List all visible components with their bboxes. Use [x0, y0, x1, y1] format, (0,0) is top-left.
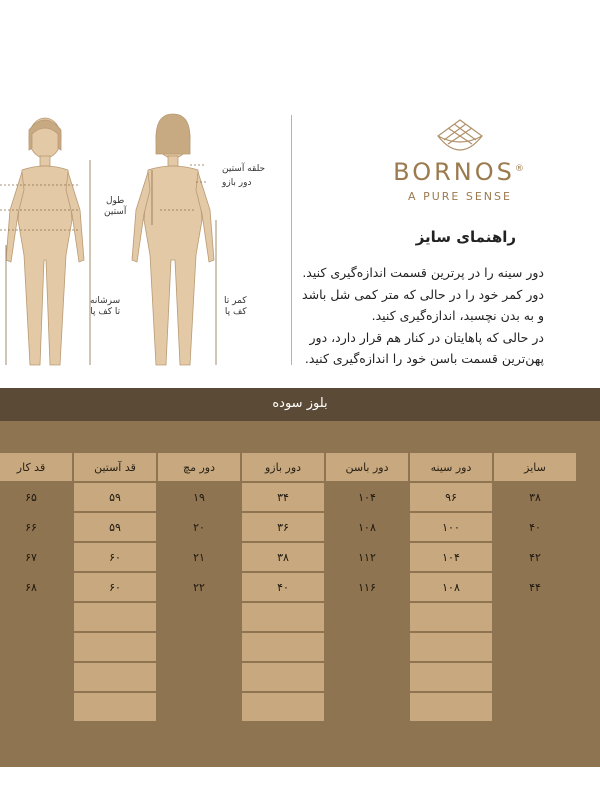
table-cell: ۶۰ [74, 573, 156, 601]
label-sleeve-length: طول آستین [104, 196, 127, 217]
table-cell: ۲۰ [158, 513, 240, 541]
table-cell: ۶۷ [0, 543, 72, 571]
table-row-empty [0, 633, 576, 661]
header-cell: قد آستین [74, 453, 156, 481]
table-cell [0, 603, 72, 631]
table-cell [494, 693, 576, 721]
table-cell [410, 663, 492, 691]
table-cell: ۳۴ [242, 483, 324, 511]
table-cell [242, 633, 324, 661]
table-cell [0, 633, 72, 661]
table-cell: ۶۵ [0, 483, 72, 511]
header-cell: دور باسن [326, 453, 408, 481]
table-cell [410, 603, 492, 631]
label-bicep: دور بازو [222, 178, 252, 188]
table-cell [326, 693, 408, 721]
table-row-empty [0, 603, 576, 631]
size-table [0, 451, 578, 723]
table-cell [74, 633, 156, 661]
instruction-line: در حالی که پاهایتان در کنار هم قرار دارد، دور [309, 329, 544, 345]
table-cell: ۵۹ [74, 483, 156, 511]
label-waist-to-sole: کمر تا کف پا [224, 296, 247, 317]
table-cell: ۱۰۴ [326, 483, 408, 511]
instruction-line: دور کمر خود را در حالی که متر کمی شل باشد [302, 286, 544, 302]
back-figure [132, 114, 214, 365]
table-cell [74, 663, 156, 691]
table-row [0, 573, 576, 601]
table-cell: ۹۶ [410, 483, 492, 511]
table-cell [326, 633, 408, 661]
header-cell: دور سینه [410, 453, 492, 481]
table-cell: ۴۰ [494, 513, 576, 541]
product-title-band [0, 388, 600, 421]
table-cell: ۶۶ [0, 513, 72, 541]
table-row-empty [0, 663, 576, 691]
table-cell [410, 693, 492, 721]
header-cell: سایز [494, 453, 576, 481]
size-table-container [0, 421, 600, 767]
body-measurement-figures [0, 110, 290, 370]
table-cell: ۶۸ [0, 573, 72, 601]
instruction-line: پهن‌ترین قسمت باسن خود را اندازه‌گیری کنید. [304, 351, 544, 366]
table-cell: ۲۲ [158, 573, 240, 601]
product-title: بلوز سوده [272, 396, 328, 411]
table-cell [0, 663, 72, 691]
table-cell [326, 663, 408, 691]
table-cell: ۴۰ [242, 573, 324, 601]
table-cell: ۱۱۲ [326, 543, 408, 571]
instruction-line: دور سینه را در پرترین قسمت اندازه‌گیری کنید. [302, 265, 544, 280]
table-header-row [0, 453, 576, 481]
table-cell: ۴۴ [494, 573, 576, 601]
bottom-margin [0, 767, 600, 800]
table-row [0, 543, 576, 571]
table-cell [494, 633, 576, 661]
table-cell [242, 693, 324, 721]
table-cell: ۶۰ [74, 543, 156, 571]
table-cell: ۵۹ [74, 513, 156, 541]
brand-name: BORNOS® [393, 158, 527, 186]
table-cell [158, 603, 240, 631]
table-cell [326, 603, 408, 631]
label-armhole: حلقه آستین [222, 164, 266, 174]
table-cell: ۱۰۸ [326, 513, 408, 541]
front-figure [6, 118, 84, 365]
table-cell: ۳۶ [242, 513, 324, 541]
header-cell: دور مچ [158, 453, 240, 481]
brand-logo-icon [430, 118, 490, 160]
table-cell: ۱۹ [158, 483, 240, 511]
table-row [0, 513, 576, 541]
table-cell: ۲۱ [158, 543, 240, 571]
table-cell: ۳۸ [494, 483, 576, 511]
table-cell [158, 693, 240, 721]
table-row [0, 483, 576, 511]
table-cell [242, 663, 324, 691]
table-cell [74, 693, 156, 721]
table-cell [158, 663, 240, 691]
label-shoulder-to-sole: سرشانه تا کف پا [90, 296, 121, 317]
table-cell: ۱۰۰ [410, 513, 492, 541]
table-cell: ۱۰۴ [410, 543, 492, 571]
header-cell: دور بازو [242, 453, 324, 481]
table-cell [0, 693, 72, 721]
brand-tagline: A PURE SENSE [408, 190, 512, 203]
table-cell [74, 603, 156, 631]
size-guide-header [0, 0, 600, 388]
table-cell [242, 603, 324, 631]
table-cell [494, 663, 576, 691]
size-guide-title: راهنمای سایز [415, 228, 516, 246]
table-cell: ۱۱۶ [326, 573, 408, 601]
table-cell [158, 633, 240, 661]
header-cell: قد کار [0, 453, 72, 481]
table-cell [410, 633, 492, 661]
table-cell: ۱۰۸ [410, 573, 492, 601]
table-cell: ۳۸ [242, 543, 324, 571]
size-guide-instructions [254, 262, 544, 370]
instruction-line: و به بدن نچسبد، اندازه‌گیری کنید. [371, 308, 544, 323]
table-row-empty [0, 693, 576, 721]
table-cell: ۴۲ [494, 543, 576, 571]
table-cell [494, 603, 576, 631]
